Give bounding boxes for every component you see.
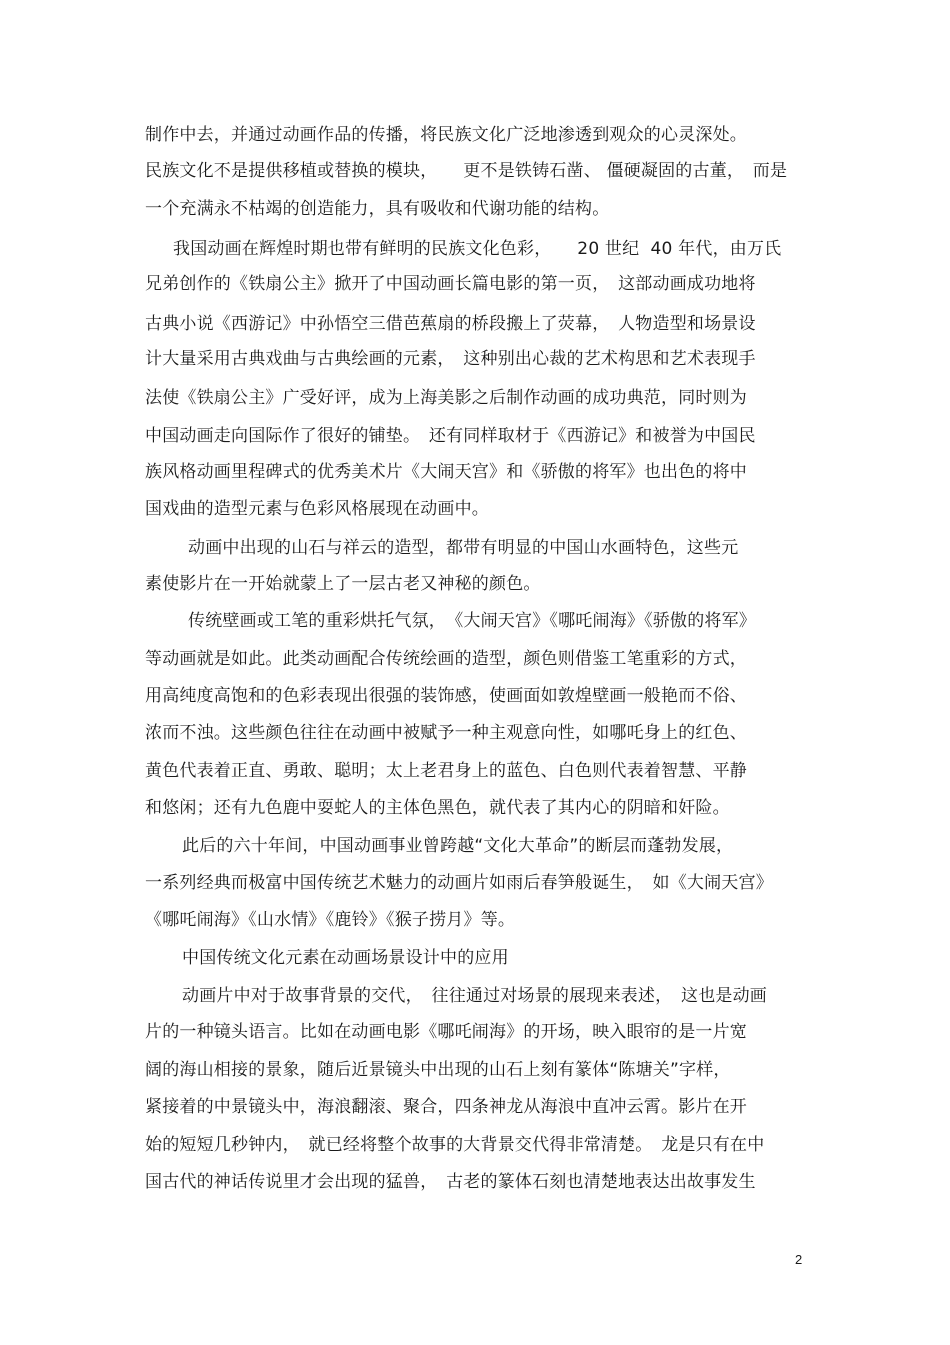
text-line: 黄色代表着正直、勇敢、聪明；太上老君身上的蓝色、白色则代表着智慧、平静 [145,761,747,781]
text-line: 动画片中对于故事背景的交代， 往往通过对场景的展现来表述， 这也是动画 [182,986,767,1006]
text-line: 紧接着的中景镜头中，海浪翻滚、聚合，四条神龙从海浪中直冲云霄。影片在开 [145,1097,747,1117]
text-line: 《哪吒闹海》《山水情》《鹿铃》《猴子捞月》等。 [145,910,516,930]
text-line: 族风格动画里程碑式的优秀美术片《大闹天宫》和《骄傲的将军》也出色的将中 [145,462,747,482]
text-line: 一系列经典而极富中国传统艺术魅力的动画片如雨后春笋般诞生， 如《大闹天宫》 [145,873,773,893]
text-line: 中国动画走向国际作了很好的铺垫。 还有同样取材于《西游记》和被誉为中国民 [145,426,756,446]
text-line: 民族文化不是提供移植或替换的模块， 更不是铁铸石凿、 僵硬凝固的古董， 而是 [145,161,788,181]
text-line: 素使影片在一开始就蒙上了一层古老又神秘的颜色。 [145,574,541,594]
text-line: 动画中出现的山石与祥云的造型，都带有明显的中国山水画特色，这些元 [188,538,739,558]
text-line: 此后的六十年间，中国动画事业曾跨越“文化大革命”的断层而蓬勃发展， [182,836,734,856]
text-line: 传统壁画或工笔的重彩烘托气氛， 《大闹天宫》《哪吒闹海》《骄傲的将军》 [188,611,756,631]
text-line: 片的一种镜头语言。比如在动画电影《哪吒闹海》的开场，映入眼帘的是一片宽 [145,1022,747,1042]
page-number: 2 [795,1252,803,1267]
text-line: 计大量采用古典戏曲与古典绘画的元素， 这种别出心裁的艺术构思和艺术表现手 [145,349,756,369]
text-line: 法使《铁扇公主》广受好评，成为上海美影之后制作动画的成功典范，同时则为 [145,388,747,408]
text-line: 国戏曲的造型元素与色彩风格展现在动画中。 [145,499,489,519]
text-line: 一个充满永不枯竭的创造能力，具有吸收和代谢功能的结构。 [145,199,610,219]
text-line: 阔的海山相接的景象，随后近景镜头中出现的山石上刻有篆体“陈塘关”字样， [145,1060,731,1080]
text-line: 等动画就是如此。此类动画配合传统绘画的造型，颜色则借鉴工笔重彩的方式， [145,649,747,669]
text-line: 国古代的神话传说里才会出现的猛兽， 古老的篆体石刻也清楚地表达出故事发生 [145,1172,756,1192]
text-line: 我国动画在辉煌时期也带有鲜明的民族文化色彩， 20 世纪 40 年代，由万氏 [173,239,782,259]
text-line: 和悠闲；还有九色鹿中耍蛇人的主体色黑色，就代表了其内心的阴暗和奸险。 [145,798,730,818]
text-line: 浓而不浊。这些颜色往往在动画中被赋予一种主观意向性，如哪吒身上的红色、 [145,723,747,743]
text-line: 兄弟创作的《铁扇公主》掀开了中国动画长篇电影的第一页， 这部动画成功地将 [145,274,756,294]
text-line: 中国传统文化元素在动画场景设计中的应用 [182,948,509,968]
text-line: 始的短短几秒钟内， 就已经将整个故事的大背景交代得非常清楚。 龙是只有在中 [145,1135,765,1155]
text-line: 古典小说《西游记》中孙悟空三借芭蕉扇的桥段搬上了荧幕， 人物造型和场景设 [145,314,756,334]
text-line: 制作中去，并通过动画作品的传播，将民族文化广泛地渗透到观众的心灵深处。 [145,125,747,145]
text-line: 用高纯度高饱和的色彩表现出很强的装饰感，使画面如敦煌壁画一般艳而不俗、 [145,686,747,706]
